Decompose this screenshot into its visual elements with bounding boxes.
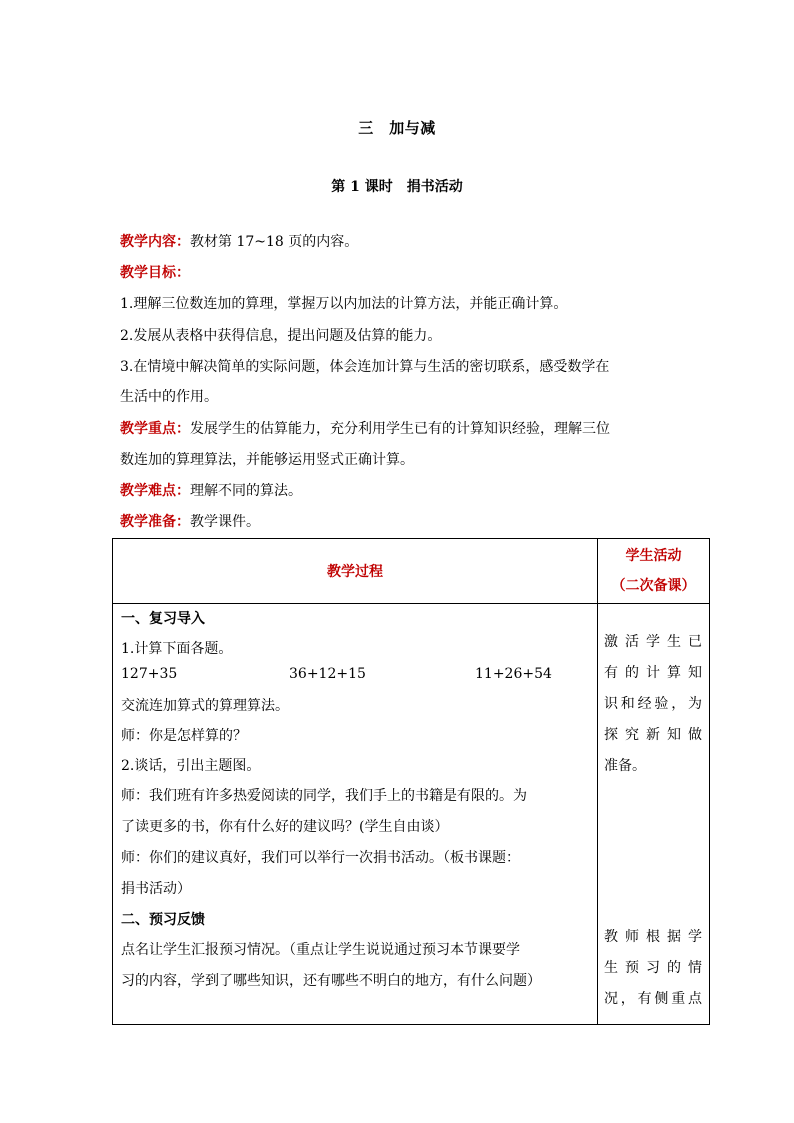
header-student-activity bbox=[598, 539, 710, 604]
content-label: 教学内容： bbox=[120, 234, 190, 250]
preview-line-1: 点名让学生汇报预习情况。（重点让学生说说通过预习本节课要学 bbox=[121, 942, 520, 958]
process-item-1: 1.计算下面各题。 bbox=[121, 641, 233, 657]
difficulty-label: 教学难点： bbox=[120, 483, 190, 499]
key-label: 教学重点： bbox=[120, 421, 190, 437]
page-title: 三 加与减 bbox=[358, 119, 436, 137]
header-student-line-2: （二次备课） bbox=[611, 578, 696, 594]
student-note-1-line-4: 探究新知做 bbox=[604, 727, 702, 743]
preview-line-2: 习的内容，学到了哪些知识，还有哪些不明白的地方，有什么问题） bbox=[121, 973, 541, 989]
student-activity-cell bbox=[598, 604, 710, 1025]
teaching-content-line bbox=[120, 231, 358, 251]
goal-2: 2.发展从表格中获得信息，提出问题及估算的能力。 bbox=[120, 328, 442, 344]
process-exchange-line: 交流连加算式的算理算法。 bbox=[121, 698, 289, 714]
expression-1: 127+35 bbox=[121, 666, 178, 682]
student-note-2-line-2: 生预习的情 bbox=[604, 960, 702, 976]
student-note-2-line-3: 况，有侧重点 bbox=[604, 991, 702, 1007]
section-review-intro: 一、复习导入 bbox=[121, 611, 205, 627]
expression-2: 36+12+15 bbox=[289, 666, 366, 682]
prep-text: 教学课件。 bbox=[190, 514, 260, 530]
content-text: 教材第 17~18 页的内容。 bbox=[190, 234, 359, 250]
lesson-subtitle: 第 1 课时 捐书活动 bbox=[331, 179, 463, 195]
goal-3-line-1: 3.在情境中解决简单的实际问题，体会连加计算与生活的密切联系，感受数学在 bbox=[120, 359, 610, 375]
goal-3-line-2: 生活中的作用。 bbox=[120, 389, 218, 405]
teaching-goals-line bbox=[120, 262, 190, 282]
student-note-1-line-1: 激活学生已 bbox=[604, 634, 702, 650]
student-note-1-line-5: 准备。 bbox=[604, 758, 646, 774]
header-teaching-process: 教学过程 bbox=[113, 539, 598, 604]
goal-1: 1.理解三位数连加的算理，掌握万以内加法的计算方法，并能正确计算。 bbox=[120, 296, 568, 312]
difficulty-line bbox=[120, 480, 302, 500]
goals-label: 教学目标： bbox=[120, 265, 190, 281]
key-point-line-1 bbox=[120, 418, 610, 438]
teacher-question: 师：你是怎样算的？ bbox=[121, 728, 247, 744]
process-item-2: 2.谈话，引出主题图。 bbox=[121, 758, 261, 774]
header-student-line-1: 学生活动 bbox=[625, 548, 682, 564]
student-note-1-line-3: 识和经验，为 bbox=[604, 696, 702, 712]
teacher-talk-1b: 了读更多的书，你有什么好的建议吗？(学生自由谈） bbox=[121, 819, 449, 835]
key-point-line-2: 数连加的算理算法，并能够运用竖式正确计算。 bbox=[120, 452, 414, 468]
teacher-talk-1a: 师：我们班有许多热爱阅读的同学，我们手上的书籍是有限的。为 bbox=[121, 788, 527, 804]
student-note-2-line-1: 教师根据学 bbox=[604, 929, 702, 945]
student-note-1-line-2: 有的计算知 bbox=[604, 665, 702, 681]
teacher-talk-2a: 师：你们的建议真好，我们可以举行一次捐书活动。（板书课题： bbox=[121, 850, 520, 866]
preparation-line bbox=[120, 511, 260, 531]
lesson-table bbox=[112, 538, 710, 1025]
expression-3: 11+26+54 bbox=[475, 666, 552, 682]
key-text: 发展学生的估算能力，充分利用学生已有的计算知识经验，理解三位 bbox=[190, 421, 610, 437]
teacher-talk-2b: 捐书活动） bbox=[121, 881, 191, 897]
table-header-row bbox=[113, 539, 710, 604]
difficulty-text: 理解不同的算法。 bbox=[190, 483, 302, 499]
section-preview-feedback: 二、预习反馈 bbox=[121, 912, 205, 928]
table-body-row bbox=[113, 604, 710, 1025]
prep-label: 教学准备： bbox=[120, 514, 190, 530]
teaching-process-cell bbox=[113, 604, 598, 1025]
